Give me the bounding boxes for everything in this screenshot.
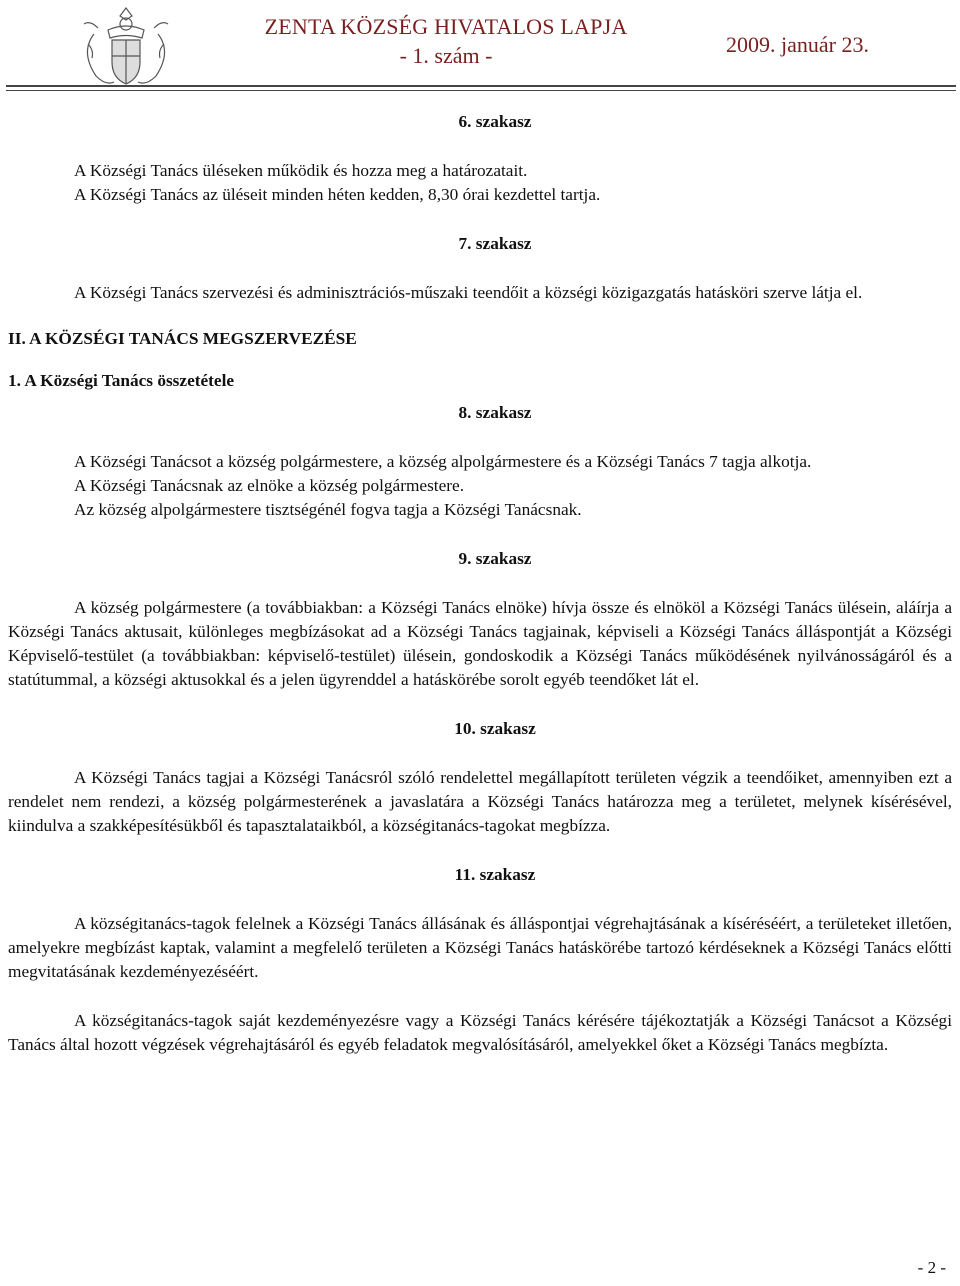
header-rule-thin — [6, 90, 956, 91]
section-10-title: 10. szakasz — [454, 719, 536, 738]
coat-of-arms-icon — [78, 4, 174, 92]
section-10-paragraph: A Községi Tanács tagjai a Községi Tanácsról szóló rendelettel megállapított területen végzik a teendőiket, amennyiben ezt a rendelet nem rendezi, a község polgármesterének a javaslatára a Községi Tanács határozza meg a területet, melynek kísérésével, kiindulva a szakképesítésükből és tapasztalataikból, a községitanács-tagokat megbízza. — [8, 768, 952, 835]
section-9-title: 9. szakasz — [458, 549, 532, 568]
header-rule — [6, 85, 956, 87]
section-8-title: 8. szakasz — [458, 403, 532, 422]
page-number: - 2 - — [917, 1258, 946, 1277]
section-9-paragraph: A község polgármestere (a továbbiakban: a Községi Tanács elnöke) hívja össze és elnököl a Községi Tanács ülésein, aláírja a Községi Tanács aktusait, különleges megbízásokat ad a Községi Tanács tagjainak, képviseli a Községi Tanács álláspontját a Községi Képviselő-testület (a továbbiakban: képviselő-testület) ülésein, gondoskodik a Községi Tanács működésének nyilvánosságáról és a statútummal, a községi aktusokkal és a jelen ügyrenddel a hatáskörébe sorolt egyéb teendőket lát el. — [8, 598, 952, 689]
issue-date: 2009. január 23. — [726, 32, 869, 57]
section-7-title: 7. szakasz — [458, 234, 532, 253]
newspaper-title: ZENTA KÖZSÉG HIVATALOS LAPJA — [264, 14, 628, 39]
document-body — [8, 110, 952, 1057]
section-11-paragraph-1: A községitanács-tagok felelnek a Községi Tanács állásának és álláspontjai végrehajtásának a kíséréséért, a területeket illetően, amelyekre megbízást kaptak, valamint a megfelelő területen a Községi Tanács hatáskörébe tartozó kérdéseknek a Községi Tanács előtti megvitatásának kezdeményezéséért. — [8, 914, 952, 981]
section-11-paragraph-2: A községitanács-tagok saját kezdeményezésre vagy a Községi Tanács kérésére tájékoztatják a Községi Tanácsot a Községi Tanács által hozott végzések végrehajtásáról és egyéb feladatok megvalósításáról, amelyekkel őket a Községi Tanács megbízta. — [8, 1011, 952, 1054]
section-8-line-3: Az község alpolgármestere tisztségénél fogva tagja a Községi Tanácsnak. — [74, 500, 582, 519]
issue-number: - 1. szám - — [399, 43, 493, 68]
section-7-paragraph: A Községi Tanács szervezési és adminisztrációs-műszaki teendőit a községi közigazgatás hatásköri szerve látja el. — [74, 283, 863, 302]
section-6-title: 6. szakasz — [458, 112, 532, 131]
section-8-line-2: A Községi Tanácsnak az elnöke a község polgármestere. — [74, 476, 465, 495]
section-6-line-1: A Községi Tanács üléseken működik és hozza meg a határozatait. — [74, 161, 528, 180]
section-11-title: 11. szakasz — [454, 865, 536, 884]
page-header — [0, 0, 960, 98]
subsection-heading: 1. A Községi Tanács összetétele — [8, 371, 235, 390]
section-8-paragraph: A Községi Tanácsot a község polgármestere, a község alpolgármestere és a Községi Tanács 7 tagja alkotja. — [74, 452, 812, 471]
chapter-heading: II. A KÖZSÉGI TANÁCS MEGSZERVEZÉSE — [8, 329, 357, 348]
section-6-line-2: A Községi Tanács az üléseit minden héten kedden, 8,30 órai kezdettel tartja. — [74, 185, 601, 204]
